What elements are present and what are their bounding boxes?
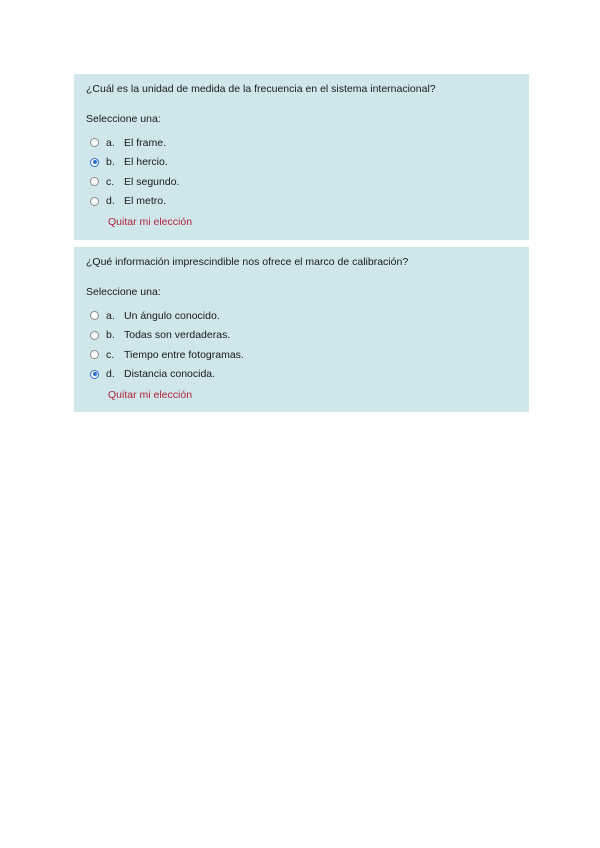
answer-text: El segundo.: [124, 175, 180, 188]
radio-button[interactable]: [90, 370, 99, 379]
answer-text: El hercio.: [124, 156, 168, 169]
select-prompt: Seleccione una:: [86, 113, 161, 125]
clear-choice-link[interactable]: Quitar mi elección: [108, 389, 193, 401]
question-2: [74, 247, 529, 412]
answer-letter: d.: [106, 195, 115, 208]
answer-list: [86, 133, 519, 211]
question-text: ¿Cuál es la unidad de medida de la frecuencia en el sistema internacional?: [86, 83, 436, 95]
radio-button[interactable]: [90, 177, 99, 186]
answer-letter: a.: [106, 136, 115, 149]
answer-letter: c.: [106, 175, 115, 188]
radio-button[interactable]: [90, 138, 99, 147]
answer-option-c[interactable]: [90, 172, 519, 192]
answer-text: El metro.: [124, 195, 167, 208]
answer-text: Distancia conocida.: [124, 368, 216, 381]
answer-list: [86, 306, 519, 384]
answer-option-c[interactable]: [90, 345, 519, 365]
answer-option-d[interactable]: [90, 192, 519, 212]
answer-option-b[interactable]: [90, 326, 519, 346]
answer-letter: d.: [106, 368, 115, 381]
question-1: [74, 74, 529, 240]
answer-option-d[interactable]: [90, 365, 519, 385]
answer-letter: c.: [106, 348, 115, 361]
radio-button[interactable]: [90, 331, 99, 340]
radio-button[interactable]: [90, 158, 99, 167]
answer-letter: b.: [106, 156, 115, 169]
radio-button[interactable]: [90, 311, 99, 320]
select-prompt: Seleccione una:: [86, 286, 161, 298]
answer-text: El frame.: [124, 136, 167, 149]
answer-option-b[interactable]: [90, 153, 519, 173]
answer-letter: b.: [106, 329, 115, 342]
answer-text: Un ángulo conocido.: [124, 309, 220, 322]
answer-text: Todas son verdaderas.: [124, 329, 231, 342]
answer-option-a[interactable]: [90, 133, 519, 153]
radio-button[interactable]: [90, 197, 99, 206]
radio-button[interactable]: [90, 350, 99, 359]
answer-option-a[interactable]: [90, 306, 519, 326]
answer-letter: a.: [106, 309, 115, 322]
answer-text: Tiempo entre fotogramas.: [124, 348, 244, 361]
clear-choice-link[interactable]: Quitar mi elección: [108, 216, 193, 228]
question-text: ¿Qué información imprescindible nos ofrece el marco de calibración?: [86, 256, 409, 268]
